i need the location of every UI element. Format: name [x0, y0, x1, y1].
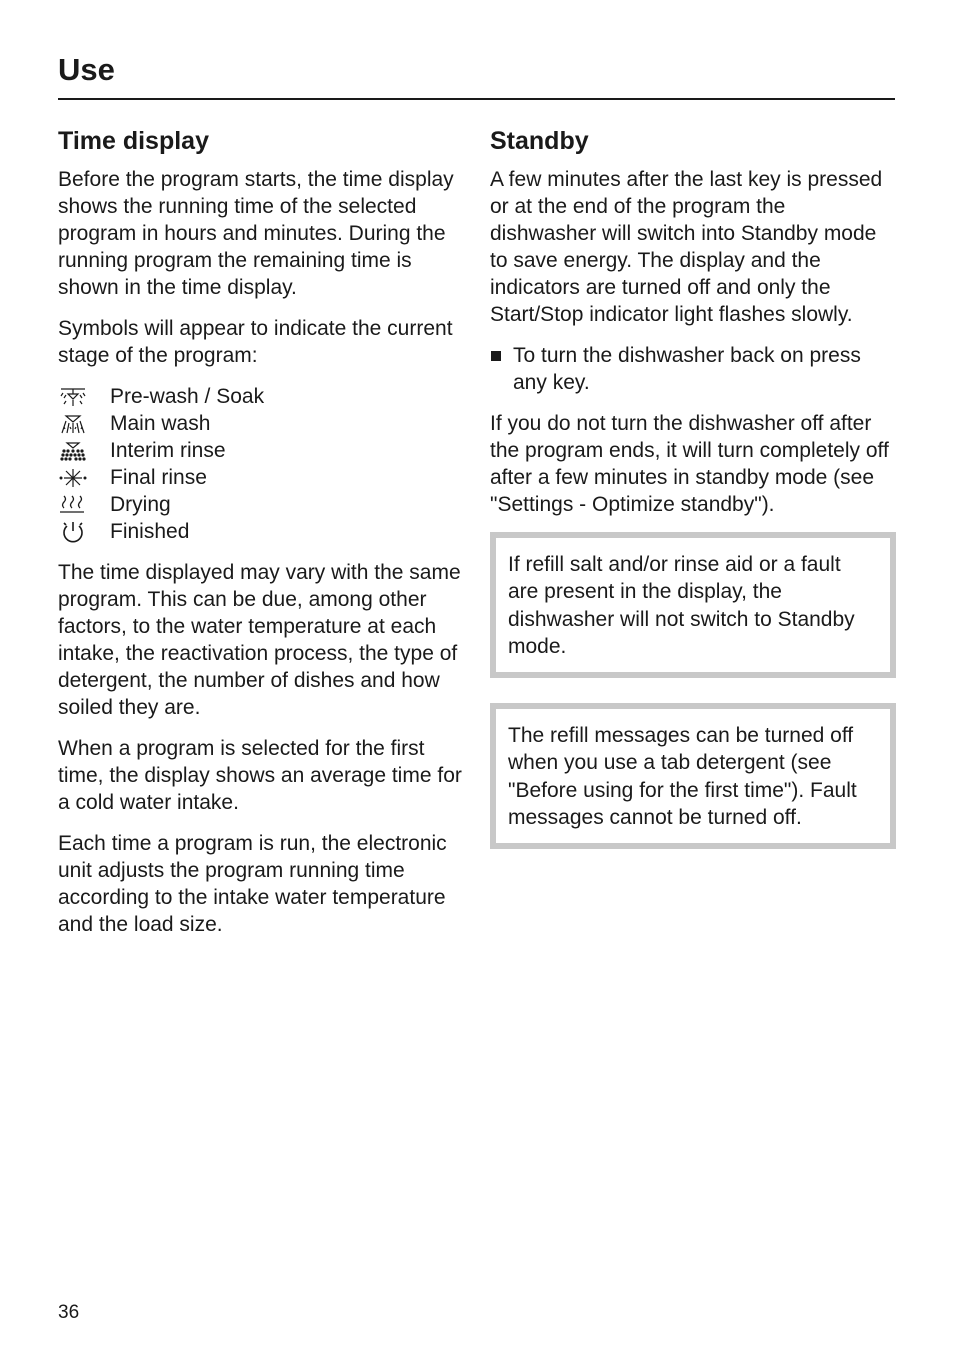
symbol-label: Drying [110, 492, 171, 516]
symbol-item-drying [58, 491, 468, 518]
standby-note-box-2: The refill messages can be turned off when you use a tab detergent (see "Before using for the first time"). Fault messages cannot be turned off. [490, 703, 896, 849]
standby-heading: Standby [490, 127, 589, 155]
standby-note-box-1: If refill salt and/or rinse aid or a fault are present in the display, the dishwasher will not switch to Standby mode. [490, 532, 896, 678]
symbol-item-final-rinse [58, 464, 468, 491]
symbol-label: Final rinse [110, 465, 207, 489]
page-title: Use [58, 52, 115, 87]
program-stage-symbol-list [58, 383, 468, 545]
pre-wash-soak-icon [58, 386, 110, 408]
final-rinse-icon [58, 467, 110, 489]
symbol-label: Main wash [110, 411, 211, 435]
symbol-label: Pre-wash / Soak [110, 384, 265, 408]
interim-rinse-icon [58, 440, 110, 462]
time-display-section [58, 124, 468, 952]
time-display-paragraph-1: Before the program starts, the time display shows the running time of the selected program in hours and minutes. During the running program the remaining time is shown in the time display. [58, 168, 454, 299]
symbol-item-finished [58, 518, 468, 545]
main-wash-icon [58, 413, 110, 435]
symbol-item-pre-wash [58, 383, 468, 410]
standby-bullet-text: To turn the dishwasher back on press any key. [513, 344, 861, 394]
time-display-heading: Time display [58, 127, 209, 155]
standby-paragraph-2: If you do not turn the dishwasher off after the program ends, it will turn completely off after a few minutes in standby mode (see "Settings - Optimize standby"). [490, 412, 889, 516]
heading-divider [58, 98, 895, 100]
time-display-paragraph-3: The time displayed may vary with the same program. This can be due, among other factors, to the water temperature at each intake, the reactivation process, the type of detergent, the number of dishes and how soiled they are. [58, 561, 461, 719]
drying-icon [58, 494, 110, 516]
finished-icon [58, 520, 110, 544]
standby-bullet-item [490, 342, 896, 396]
standby-paragraph-1: A few minutes after the last key is pressed or at the end of the program the dishwasher will switch into Standby mode to save energy. The display and the indicators are turned off and only the Start/Stop indicator light flashes slowly. [490, 168, 883, 326]
time-display-paragraph-4: When a program is selected for the first time, the display shows an average time for a cold water intake. [58, 737, 462, 814]
symbol-item-interim-rinse [58, 437, 468, 464]
symbol-label: Finished [110, 519, 190, 543]
time-display-paragraph-5: Each time a program is run, the electronic unit adjusts the program running time according to the intake water temperature and the load size. [58, 832, 447, 936]
symbol-label: Interim rinse [110, 438, 226, 462]
page-number: 36 [58, 1302, 80, 1323]
symbol-item-main-wash [58, 410, 468, 437]
time-display-paragraph-2: Symbols will appear to indicate the current stage of the program: [58, 317, 453, 367]
square-bullet-icon [491, 351, 501, 361]
standby-section [490, 124, 896, 849]
